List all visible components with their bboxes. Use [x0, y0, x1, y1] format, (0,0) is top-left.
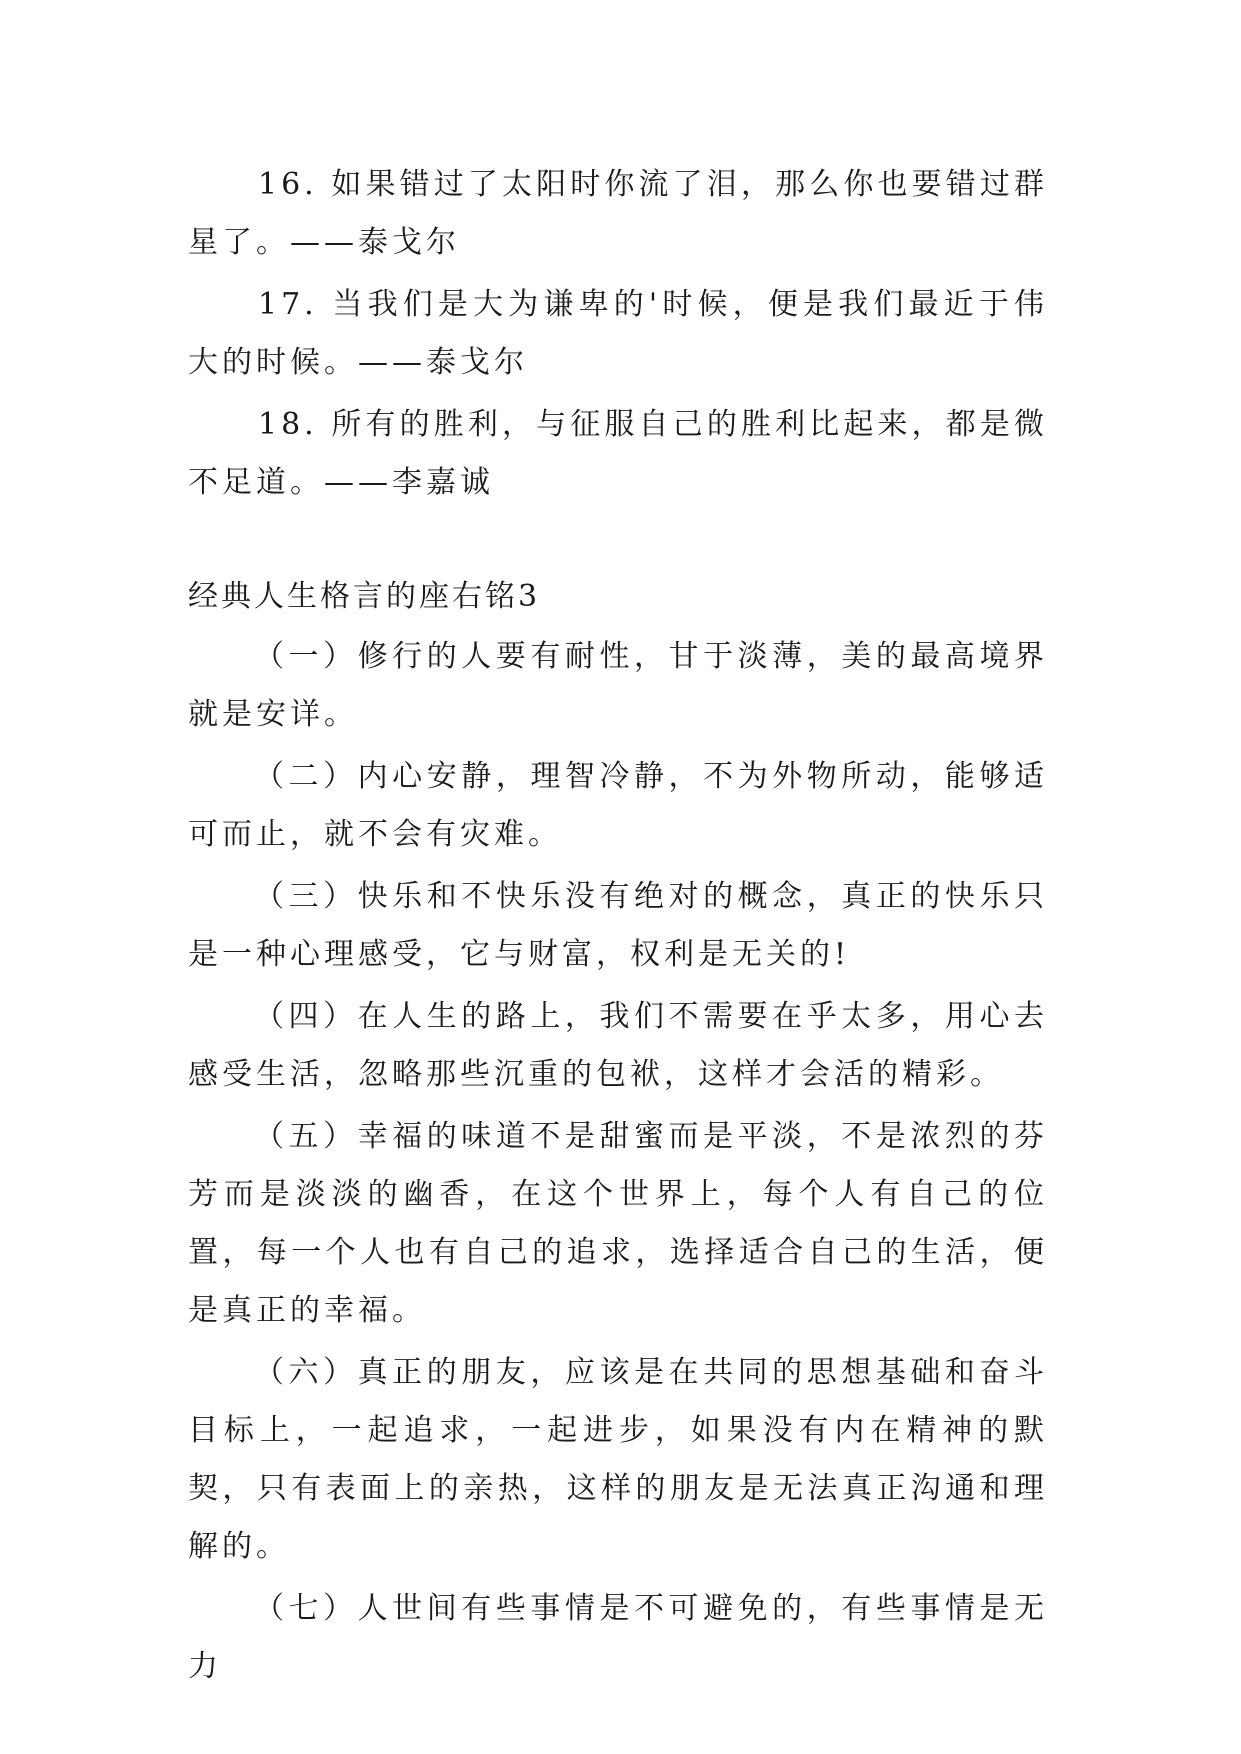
section-heading: 经典人生格言的座右铭3 — [188, 579, 541, 614]
document-body — [188, 156, 1048, 1696]
section-item-6: （六）真正的朋友，应该是在共同的思想基础和奋斗目标上，一起追求，一起进步，如果没有内在精神的默契，只有表面上的亲热，这样的朋友是无法真正沟通和理解的。 — [188, 1355, 1048, 1564]
quote-17: 17. 当我们是大为谦卑的'时候，便是我们最近于伟大的时候。——泰戈尔 — [188, 287, 1048, 380]
section-item-1: （一）修行的人要有耐性，甘于淡薄，美的最高境界就是安详。 — [188, 639, 1048, 732]
section-item-2: （二）内心安静，理智冷静，不为外物所动，能够适可而止，就不会有灾难。 — [188, 759, 1048, 852]
section-item-5: （五）幸福的味道不是甜蜜而是平淡，不是浓烈的芬芳而是淡淡的幽香，在这个世界上，每个人有自己的位置，每一个人也有自己的追求，选择适合自己的生活，便是真正的幸福。 — [188, 1119, 1048, 1328]
quote-16: 16. 如果错过了太阳时你流了泪，那么你也要错过群星了。——泰戈尔 — [188, 167, 1048, 260]
quote-18: 18. 所有的胜利，与征服自己的胜利比起来，都是微不足道。——李嘉诚 — [188, 407, 1048, 500]
section-item-4: （四）在人生的路上，我们不需要在乎太多，用心去感受生活，忽略那些沉重的包袱，这样才会活的精彩。 — [188, 999, 1048, 1092]
section-item-7: （七）人世间有些事情是不可避免的，有些事情是无力 — [188, 1591, 1048, 1684]
section-item-3: （三）快乐和不快乐没有绝对的概念，真正的快乐只是一种心理感受，它与财富，权利是无关的! — [188, 879, 1048, 972]
